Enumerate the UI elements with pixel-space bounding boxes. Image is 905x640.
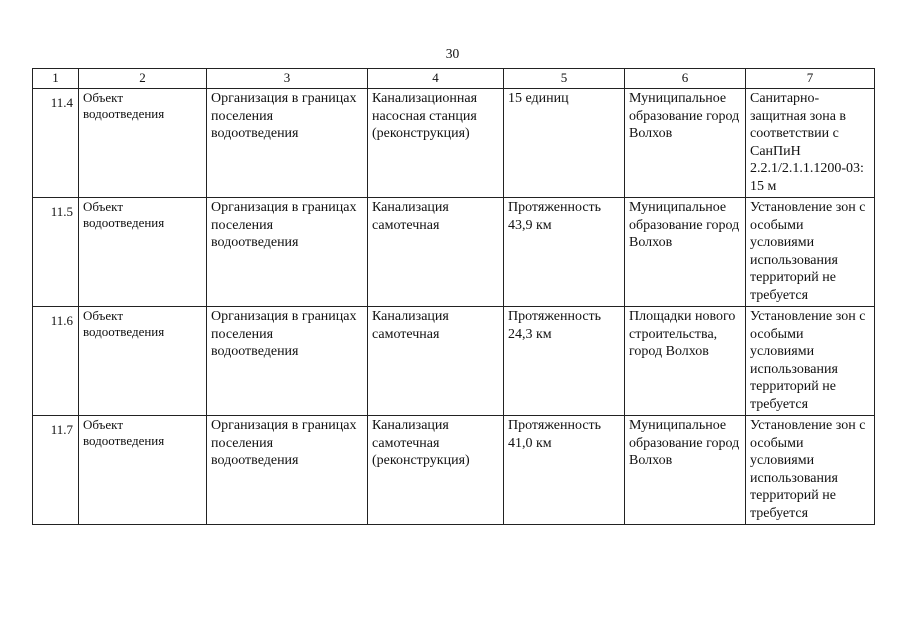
name-cell: Канализация самотечная — [368, 307, 504, 416]
table-row — [33, 89, 875, 198]
header-cell: 5 — [504, 69, 625, 89]
row-number: 11.5 — [33, 198, 79, 307]
header-cell: 7 — [746, 69, 875, 89]
purpose-cell: Организация в границах поселения водоотведения — [207, 307, 368, 416]
facilities-table — [32, 68, 875, 525]
characteristics-cell: 15 единиц — [504, 89, 625, 198]
zone-cell: Установление зон с особыми условиями использования территорий не требуется — [746, 198, 875, 307]
header-cell: 6 — [625, 69, 746, 89]
table-row — [33, 416, 875, 525]
header-row — [33, 69, 875, 89]
row-number: 11.7 — [33, 416, 79, 525]
characteristics-cell: Протяженность 43,9 км — [504, 198, 625, 307]
page-number: 30 — [445, 46, 460, 61]
characteristics-cell: Протяженность 41,0 км — [504, 416, 625, 525]
location-cell: Муниципальное образование город Волхов — [625, 416, 746, 525]
table-row — [33, 198, 875, 307]
characteristics-cell: Протяженность 24,3 км — [504, 307, 625, 416]
location-cell: Площадки нового строительства, город Волхов — [625, 307, 746, 416]
zone-cell: Санитарно-защитная зона в соответствии с СанПиН 2.2.1/2.1.1.1200-03: 15 м — [746, 89, 875, 198]
header-cell: 1 — [33, 69, 79, 89]
row-number: 11.4 — [33, 89, 79, 198]
header-cell: 3 — [207, 69, 368, 89]
name-cell: Канализация самотечная (реконструкция) — [368, 416, 504, 525]
row-number: 11.6 — [33, 307, 79, 416]
location-cell: Муниципальное образование город Волхов — [625, 89, 746, 198]
location-cell: Муниципальное образование город Волхов — [625, 198, 746, 307]
purpose-cell: Организация в границах поселения водоотведения — [207, 198, 368, 307]
object-cell: Объект водоотведения — [79, 416, 207, 525]
header-cell: 2 — [79, 69, 207, 89]
zone-cell: Установление зон с особыми условиями использования территорий не требуется — [746, 307, 875, 416]
object-cell: Объект водоотведения — [79, 198, 207, 307]
purpose-cell: Организация в границах поселения водоотведения — [207, 89, 368, 198]
object-cell: Объект водоотведения — [79, 307, 207, 416]
zone-cell: Установление зон с особыми условиями использования территорий не требуется — [746, 416, 875, 525]
header-cell: 4 — [368, 69, 504, 89]
name-cell: Канализация самотечная — [368, 198, 504, 307]
table-row — [33, 307, 875, 416]
object-cell: Объект водоотведения — [79, 89, 207, 198]
purpose-cell: Организация в границах поселения водоотведения — [207, 416, 368, 525]
name-cell: Канализационная насосная станция (реконструкция) — [368, 89, 504, 198]
